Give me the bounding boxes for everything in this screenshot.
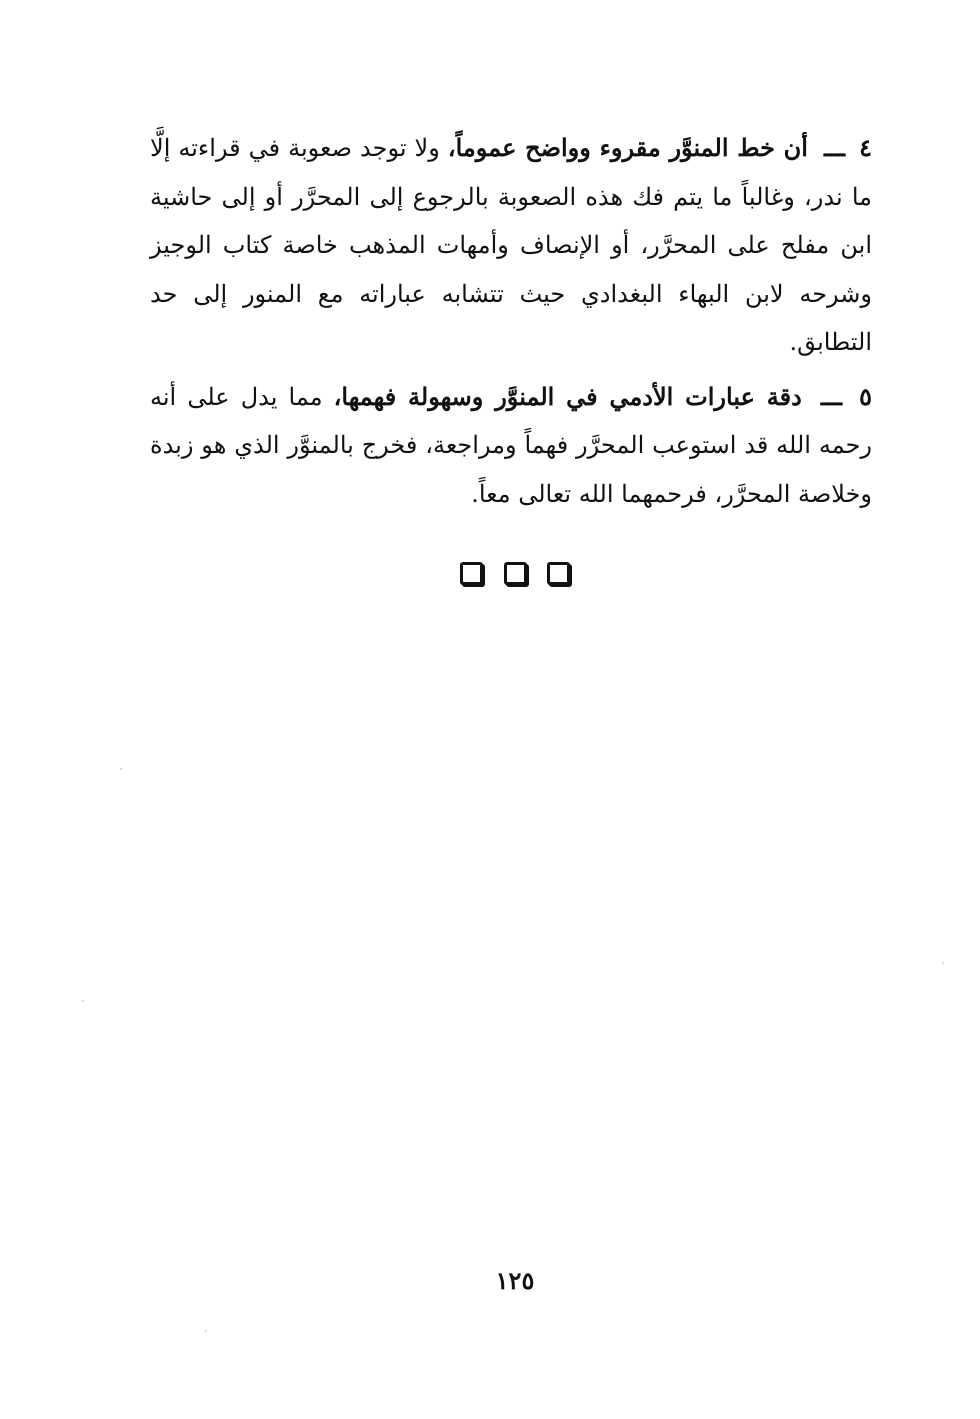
paragraph-body: مما يدل على أنه رحمه الله قد استوعب المحرَّر فهماً ومراجعة، فخرج بالمنوَّر الذي هو زبدة وخلاصة المحرَّر، فرحمهما الله تعالى معاً.: [150, 382, 872, 508]
paragraph-body: ولا توجد صعوبة في قراءته إلَّا ما ندر، وغالباً ما يتم فك هذه الصعوبة بالرجوع إلى المحرَّر أو إلى حاشية ابن مفلح على المحرَّر، أو الإنصاف وأمهات المذهب خاصة كتاب الوجيز وشرحه لابن البهاء البغدادي حيث تتشابه عباراته مع المنور إلى حد التطابق.: [150, 134, 872, 356]
separator-box-icon: [504, 562, 527, 585]
separator-box-icon: [460, 562, 483, 585]
paragraph-number: ٥: [859, 381, 872, 411]
paragraph-4: [150, 124, 872, 367]
paragraph-5: [150, 373, 872, 519]
section-separator: [460, 560, 570, 586]
page-body: [150, 124, 872, 518]
separator-box-icon: [547, 562, 570, 585]
scan-speck: [205, 1330, 207, 1332]
scan-speck: [942, 962, 944, 964]
page-number: ١٢٥: [495, 1266, 535, 1295]
paragraph-number: ٤: [859, 133, 872, 162]
paragraph-dash: ـــ: [820, 381, 842, 411]
paragraph-dash: ـــ: [823, 133, 846, 162]
paragraph-lead: أن خط المنوَّر مقروء وواضح عموماً،: [447, 133, 808, 162]
scan-speck: [120, 768, 122, 770]
scan-speck: [82, 1000, 84, 1002]
paragraph-lead: دقة عبارات الأدمي في المنوَّر وسهولة فهمها،: [333, 381, 802, 411]
